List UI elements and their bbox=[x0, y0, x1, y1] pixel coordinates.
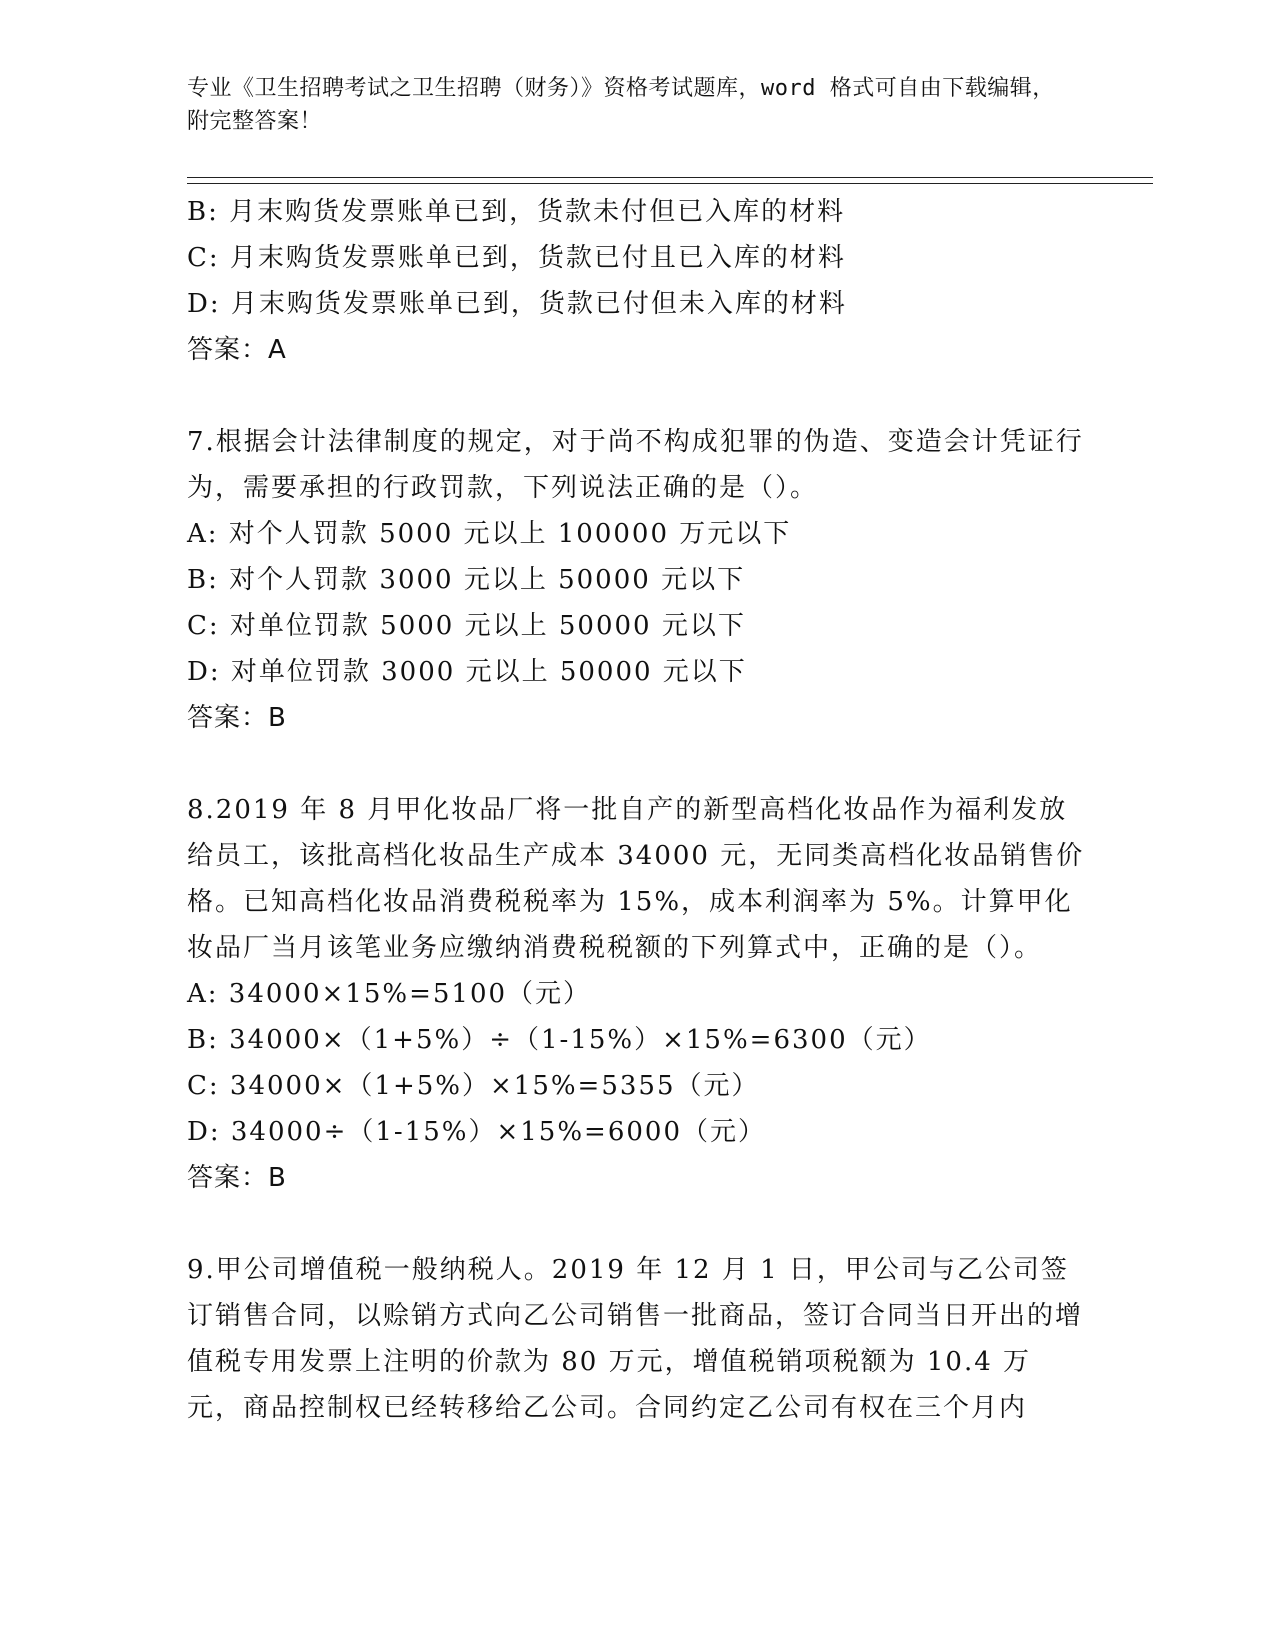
option-d: D: 对单位罚款 3000 元以上 50000 元以下 bbox=[187, 657, 747, 687]
option-c: C: 对单位罚款 5000 元以上 50000 元以下 bbox=[187, 611, 746, 641]
document-header: 专业《卫生招聘考试之卫生招聘（财务）》资格考试题库，word 格式可自由下载编辑，附完整答案！ bbox=[187, 76, 1055, 134]
option-b: B: 月末购货发票账单已到，货款未付但已入库的材料 bbox=[187, 197, 846, 227]
option-b: B: 对个人罚款 3000 元以上 50000 元以下 bbox=[187, 565, 746, 595]
question-7 bbox=[187, 419, 1087, 741]
question-6-tail bbox=[187, 189, 1087, 373]
question-text: 8.2019 年 8 月甲化妆品厂将一批自产的新型高档化妆品作为福利发放给员工，该批高档化妆品生产成本 34000 元，无同类高档化妆品销售价格。已知高档化妆品消费税税率为 15%，成本利润率为 5%。计算甲化妆品厂当月该笔业务应缴纳消费税税额的下列算式中，正确的是（）。 bbox=[187, 795, 1085, 963]
question-8 bbox=[187, 787, 1087, 1201]
question-text: 9.甲公司增值税一般纳税人。2019 年 12 月 1 日，甲公司与乙公司签订销售合同，以赊销方式向乙公司销售一批商品，签订合同当日开出的增值税专用发票上注明的价款为 80 万元，增值税销项税额为 10.4 万元，商品控制权已经转移给乙公司。合同约定乙公司有权在三个月内 bbox=[187, 1255, 1084, 1423]
answer: 答案：B bbox=[187, 703, 287, 733]
option-d: D: 34000÷（1-15%）×15%=6000（元） bbox=[187, 1117, 767, 1147]
question-9 bbox=[187, 1247, 1087, 1431]
option-c: C: 月末购货发票账单已到，货款已付且已入库的材料 bbox=[187, 243, 846, 273]
option-b: B: 34000×（1+5%）÷（1-15%）×15%=6300（元） bbox=[187, 1025, 932, 1055]
option-c: C: 34000×（1+5%）×15%=5355（元） bbox=[187, 1071, 760, 1101]
header-rule-top bbox=[187, 177, 1153, 178]
header-rule-bottom bbox=[187, 183, 1153, 184]
document-body bbox=[187, 189, 1087, 1431]
question-text: 7.根据会计法律制度的规定，对于尚不构成犯罪的伪造、变造会计凭证行为，需要承担的行政罚款，下列说法正确的是（）。 bbox=[187, 427, 1084, 503]
option-d: D: 月末购货发票账单已到，货款已付但未入库的材料 bbox=[187, 289, 847, 319]
answer: 答案：B bbox=[187, 1163, 287, 1193]
spacer bbox=[187, 1201, 1087, 1247]
answer: 答案：A bbox=[187, 335, 287, 365]
option-a: A: 34000×15%=5100（元） bbox=[187, 979, 592, 1009]
option-a: A: 对个人罚款 5000 元以上 100000 万元以下 bbox=[187, 519, 792, 549]
spacer bbox=[187, 741, 1087, 787]
spacer bbox=[187, 373, 1087, 419]
